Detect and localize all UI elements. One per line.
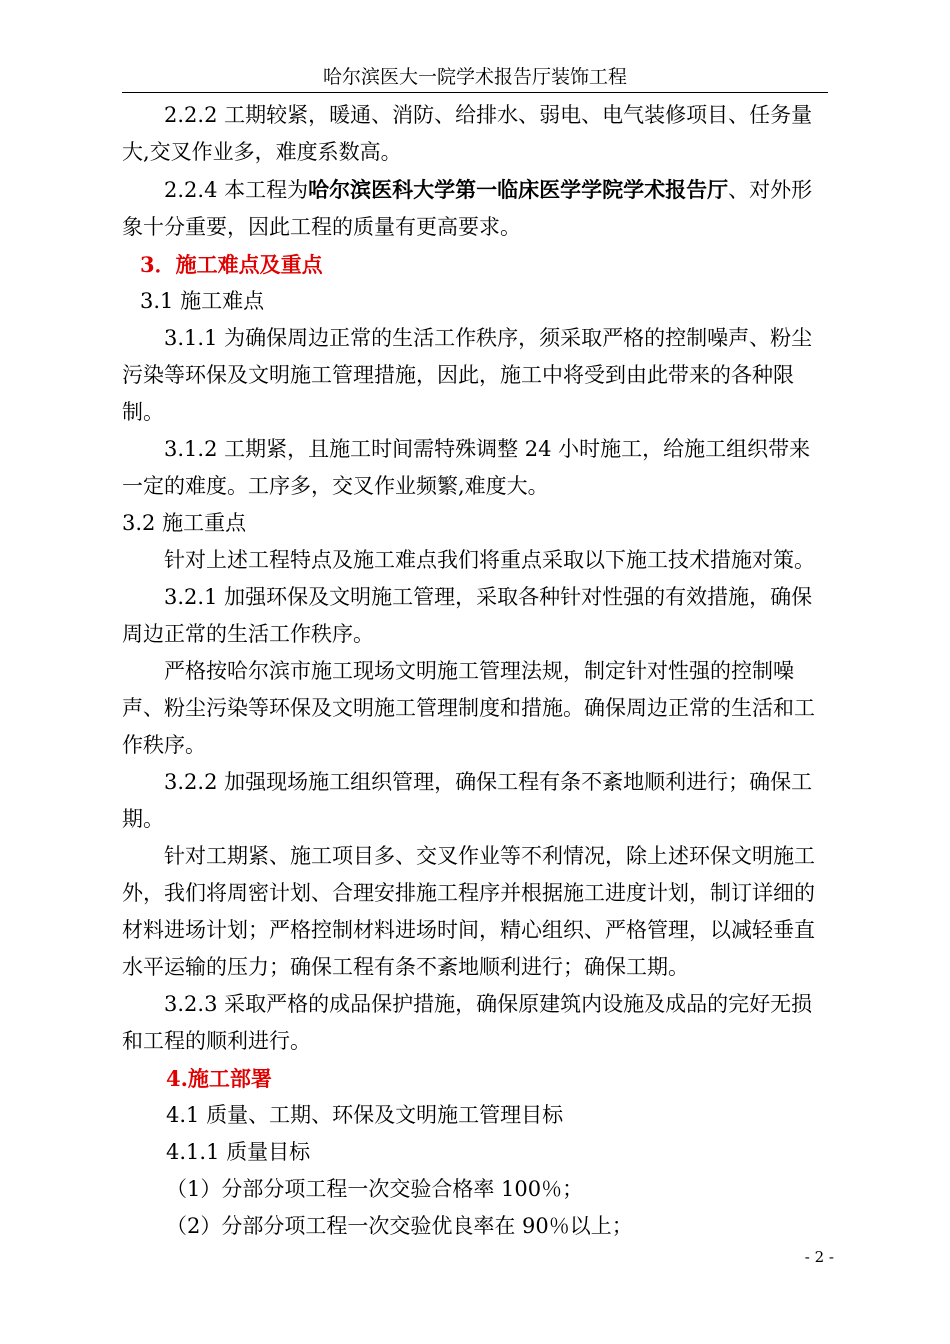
- subheading-3-1: 3.1 施工难点: [140, 289, 265, 313]
- paragraph-3-1-1: 3.1.1 为确保周边正常的生活工作秩序，须采取严格的控制噪声、粉尘污染等环保及文明施工管理措施，因此，施工中将受到由此带来的各种限制。: [122, 326, 813, 424]
- paragraph-3-2-1-detail: 严格按哈尔滨市施工现场文明施工管理法规，制定针对性强的控制噪声、粉尘污染等环保及文明施工管理制度和措施。确保周边正常的生活和工作秩序。: [122, 659, 815, 757]
- paragraph-2-2-4: [122, 171, 828, 246]
- paragraph-3-2-2: 3.2.2 加强现场施工组织管理，确保工程有条不紊地顺利进行；确保工期。: [122, 770, 813, 831]
- header-title: 哈尔滨医大一院学术报告厅装饰工程: [322, 66, 627, 88]
- paragraph-3-2-2-detail: 针对工期紧、施工项目多、交叉作业等不利情况，除上述环保文明施工外，我们将周密计划、合理安排施工程序并根据施工进度计划，制订详细的材料进场计划；严格控制材料进场时间，精心组织、严格管理，以减轻垂直水平运输的压力；确保工程有条不紊地顺利进行；确保工期。: [122, 844, 815, 979]
- subheading-4-1-1: 4.1.1 质量目标: [166, 1140, 311, 1164]
- subheading-3-2: 3.2 施工重点: [122, 511, 247, 535]
- paragraph-3-2-intro: 针对上述工程特点及施工难点我们将重点采取以下施工技术措施对策。: [164, 548, 815, 572]
- page-number: - 2 -: [804, 1248, 834, 1266]
- paragraph-2-2-2: 2.2.2 工期较紧，暖通、消防、给排水、弱电、电气装修项目、任务量大,交叉作业多，难度系数高。: [122, 103, 813, 164]
- page-header: [122, 64, 828, 93]
- section-heading-4: 4.施工部署: [166, 1066, 272, 1091]
- paragraph-3-2-1: 3.2.1 加强环保及文明施工管理，采取各种针对性强的有效措施，确保周边正常的生活工作秩序。: [122, 585, 813, 646]
- paragraph-2-2-4-prefix: 2.2.4 本工程为: [164, 178, 309, 202]
- paragraph-2-2-4-suffix: 、对外形象十分重要，因此工程的质量有更高要求。: [122, 178, 813, 239]
- paragraph-3-2-3: 3.2.3 采取严格的成品保护措施，确保原建筑内设施及成品的完好无损和工程的顺利进行。: [122, 992, 813, 1053]
- paragraph-3-1-2: 3.1.2 工期紧，且施工时间需特殊调整 24 小时施工，给施工组织带来一定的难度。工序多，交叉作业频繁,难度大。: [122, 437, 811, 498]
- subheading-4-1: 4.1 质量、工期、环保及文明施工管理目标: [166, 1103, 564, 1127]
- paragraph-2-2-4-bold-name: 哈尔滨医科大学第一临床医学学院学术报告厅: [308, 177, 729, 202]
- list-item-1: （1）分部分项工程一次交验合格率 100％；: [166, 1177, 584, 1201]
- list-item-2: （2）分部分项工程一次交验优良率在 90％以上；: [166, 1214, 633, 1238]
- document-body: [122, 97, 828, 1245]
- section-heading-3: 3．施工难点及重点: [140, 252, 323, 277]
